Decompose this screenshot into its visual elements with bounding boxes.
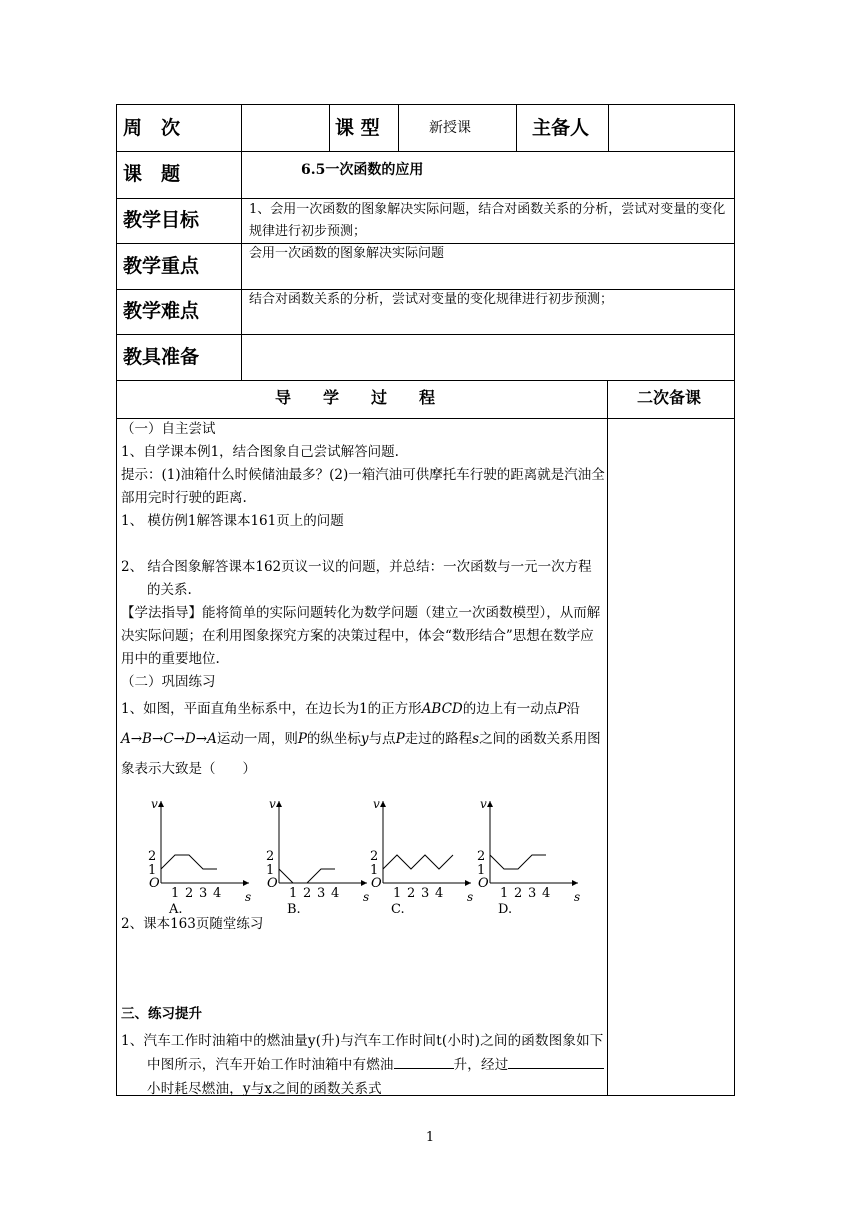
col-divider bbox=[516, 105, 517, 151]
y-axis-label: v bbox=[269, 797, 276, 811]
x-tick-label: 2 bbox=[185, 886, 194, 901]
graph-line bbox=[490, 855, 546, 869]
origin-label: O bbox=[478, 876, 489, 891]
x-tick-label: 2 bbox=[407, 886, 416, 901]
self-try-line: 1、自学课本例1，结合图象自己尝试解答问题. bbox=[121, 444, 399, 460]
origin-label: O bbox=[149, 876, 160, 891]
lesson-type-label: 课 型 bbox=[335, 117, 380, 139]
origin-label: O bbox=[267, 876, 278, 891]
x-tick-label: 3 bbox=[317, 886, 326, 901]
graph-line bbox=[279, 869, 335, 883]
self-try-title: （一）自主尝试 bbox=[121, 421, 216, 437]
upgrade-question-1: 1、汽车工作时油箱中的燃油量y(升)与汽车工作时间t(小时)之间的函数图象如下中图所示，汽车开始工作时油箱中有燃油 升，经过小时耗尽燃油，y与x之间的函数关系式 bbox=[121, 1033, 604, 1097]
col-divider bbox=[608, 105, 609, 151]
self-try-line: 1、 模仿例1解答课本161页上的问题 bbox=[121, 513, 344, 529]
col-divider bbox=[398, 105, 399, 151]
second-prep-header: 二次备课 bbox=[637, 388, 702, 407]
y-tick-label: 2 bbox=[266, 849, 275, 864]
row-divider bbox=[117, 380, 734, 381]
row-divider bbox=[117, 334, 734, 335]
graph-line bbox=[383, 855, 453, 869]
x-axis-label: s bbox=[574, 890, 581, 904]
study-guide-text: 能将简单的实际问题转化为数学问题（建立一次函数模型），从而解决实际问题；在利用图象探究方案的决策过程中，体会“数形结合”思想在数学应用中的重要地位. bbox=[121, 605, 601, 667]
y-tick-label: 1 bbox=[148, 863, 157, 878]
x-tick-label: 4 bbox=[331, 886, 340, 901]
week-label: 周 次 bbox=[123, 117, 181, 139]
x-tick-label: 4 bbox=[542, 886, 551, 901]
y-tick-label: 2 bbox=[370, 849, 379, 864]
y-axis-label: v bbox=[151, 797, 158, 811]
y-tick-label: 1 bbox=[477, 863, 486, 878]
col-divider bbox=[329, 105, 330, 151]
x-tick-label: 4 bbox=[435, 886, 444, 901]
option-graphs bbox=[127, 795, 597, 925]
x-tick-label: 2 bbox=[303, 886, 312, 901]
y-tick-label: 2 bbox=[477, 849, 486, 864]
option-label: A. bbox=[169, 902, 183, 917]
x-tick-label: 3 bbox=[421, 886, 430, 901]
topic-label: 课 题 bbox=[123, 163, 181, 185]
y-tick-label: 1 bbox=[370, 863, 379, 878]
y-tick-label: 2 bbox=[148, 849, 157, 864]
x-tick-label: 2 bbox=[514, 886, 523, 901]
y-axis-label: v bbox=[373, 797, 380, 811]
x-axis-label: s bbox=[245, 890, 252, 904]
x-axis-arrow bbox=[572, 880, 578, 886]
x-tick-label: 3 bbox=[528, 886, 537, 901]
tools-label: 教具准备 bbox=[123, 346, 200, 368]
lesson-plan-table bbox=[116, 104, 735, 1096]
x-axis-label: s bbox=[467, 890, 474, 904]
col-divider bbox=[607, 380, 608, 1095]
keypoint-label: 教学重点 bbox=[123, 255, 200, 277]
self-try-line: 2、 结合图象解答课本162页议一议的问题，并总结：一次函数与一元一次方程的关系. bbox=[121, 559, 592, 598]
objective-value: 1、会用一次函数的图象解决实际问题，结合对函数关系的分析，尝试对变量的变化规律进行初步预测； bbox=[249, 202, 726, 239]
difficulty-label: 教学难点 bbox=[123, 300, 200, 322]
process-content bbox=[121, 418, 605, 784]
x-tick-label: 1 bbox=[500, 886, 509, 901]
study-guide bbox=[121, 602, 605, 671]
x-axis-arrow bbox=[465, 880, 471, 886]
lesson-type-value: 新授课 bbox=[429, 120, 471, 136]
option-label: D. bbox=[498, 902, 513, 917]
page-number: 1 bbox=[425, 1130, 435, 1145]
x-tick-label: 1 bbox=[289, 886, 298, 901]
study-guide-tag: 【学法指导】 bbox=[121, 605, 202, 621]
question-1: 1、如图，平面直角坐标系中，在边长为1的正方形ABCD的边上有一动点P沿A→B→C→D→A运动一周，则P的纵坐标y与点P走过的路程s之间的函数关系用图象表示大致是（ ） bbox=[121, 701, 601, 777]
y-axis-label: v bbox=[480, 797, 487, 811]
question-2: 2、课本163页随堂练习 bbox=[121, 916, 264, 932]
y-axis-arrow bbox=[158, 801, 164, 807]
preparer-label: 主备人 bbox=[532, 117, 590, 139]
y-axis-arrow bbox=[487, 801, 493, 807]
practice-title: （二）巩固练习 bbox=[121, 674, 216, 690]
col-divider bbox=[241, 105, 242, 380]
y-tick-label: 1 bbox=[266, 863, 275, 878]
x-tick-label: 3 bbox=[199, 886, 208, 901]
x-axis-label: s bbox=[363, 890, 370, 904]
objective-label: 教学目标 bbox=[123, 209, 200, 231]
hint-line: 提示：(1)油箱什么时候储油最多？(2)一箱汽油可供摩托车行驶的距离就是汽油全部用完时行驶的距离. bbox=[121, 467, 605, 506]
x-axis-arrow bbox=[243, 880, 249, 886]
topic-value: 6.5一次函数的应用 bbox=[301, 162, 424, 178]
difficulty-value: 结合对函数关系的分析，尝试对变量的变化规律进行初步预测； bbox=[249, 292, 614, 307]
y-axis-arrow bbox=[276, 801, 282, 807]
process-header: 导 学 过 程 bbox=[275, 388, 436, 407]
x-axis-arrow bbox=[361, 880, 367, 886]
y-axis-arrow bbox=[380, 801, 386, 807]
x-tick-label: 4 bbox=[213, 886, 222, 901]
row-divider bbox=[117, 151, 734, 152]
option-label: B. bbox=[287, 902, 301, 917]
x-tick-label: 1 bbox=[171, 886, 180, 901]
practice-upgrade-title: 三、练习提升 bbox=[121, 1006, 202, 1022]
option-label: C. bbox=[391, 902, 405, 917]
keypoint-value: 会用一次函数的图象解决实际问题 bbox=[249, 246, 445, 261]
graph-line bbox=[161, 855, 217, 869]
x-tick-label: 1 bbox=[393, 886, 402, 901]
origin-label: O bbox=[371, 876, 382, 891]
